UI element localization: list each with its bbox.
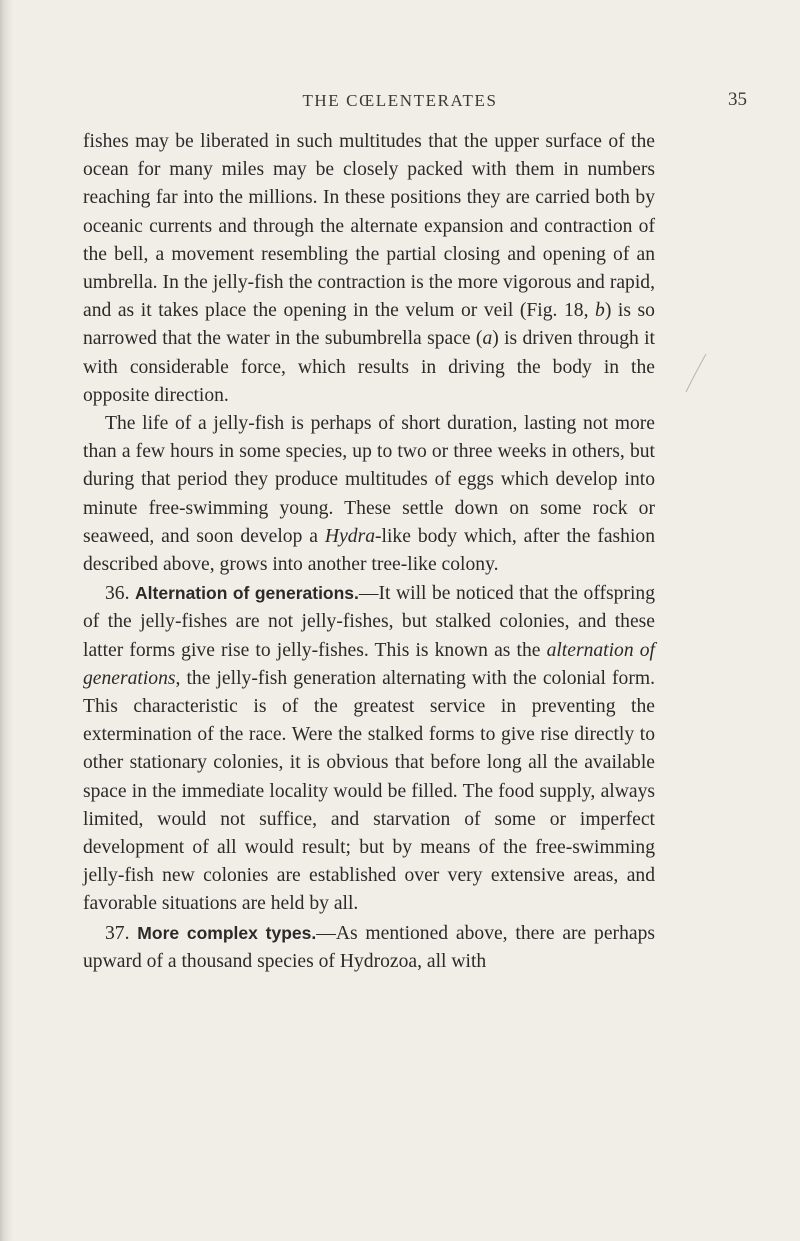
section-heading: Alternation of generations. — [135, 583, 359, 604]
paragraph — [83, 579, 655, 918]
text-run: —It will be noticed that the offspring of the jelly-fishes are not jelly-fishes, but stalked colonies, and these latter forms give rise to jelly-fishes. This is known as the — [83, 583, 655, 661]
italic-term: b — [595, 300, 605, 322]
text-run: -like body which, after the fashion described above, grows into another tree-like colony. — [83, 525, 656, 576]
body-text — [83, 128, 655, 976]
italic-term: Hydra — [324, 525, 375, 547]
text-run: ) is driven through it with considerable force, which results in driving the body in the opposite direction. — [83, 328, 655, 406]
paragraph — [83, 410, 655, 579]
italic-term: alternation of generations — [83, 639, 655, 689]
text-run: —As mentioned above, there are perhaps upward of a thousand species of Hydrozoa, all with — [83, 922, 655, 972]
text-run: 36. — [105, 583, 136, 605]
italic-term: a — [482, 328, 493, 350]
text-run: 37. — [105, 922, 138, 944]
paragraph — [83, 919, 655, 976]
margin-pencil-mark — [680, 350, 710, 395]
page-header — [0, 0, 800, 130]
running-title: THE CŒLENTERATES — [302, 91, 498, 110]
page-number: 35 — [728, 89, 747, 110]
text-run: fishes may be liberated in such multitudes that the upper surface of the ocean for many miles may be closely packed with them in numbers reaching far into the millions. In these positions they are carried both by oceanic currents and through the alternate expansion and contraction of the bell, a movement resembling the partial closing and opening of an umbrella. In the jelly-fish the contraction is the more vigorous and rapid, and as it takes place the opening in the velum or veil (Fig. 18, — [83, 131, 655, 322]
text-run: The life of a jelly-fish is perhaps of short duration, lasting not more than a few hours in some species, up to two or three weeks in others, but during that period they produce multitudes of eggs which develop into minute free-swimming young. These settle down on some rock or seaweed, and soon develop a — [83, 413, 655, 547]
text-run: ) is so narrowed that the water in the subumbrella space ( — [83, 300, 655, 350]
text-run: , the jelly-fish generation alternating with the colonial form. This characteristic is of the greatest service in preventing the extermination of the race. Were the stalked forms to give rise directly to other stationary colonies, it is obvious that before long all the available space in the immediate locality would be filled. The food supply, always limited, would not suffice, and starvation of some or imperfect development of all would result; but by means of the free-swimming jelly-fish new colonies are established over very extensive areas, and favorable situations are held by all. — [83, 667, 655, 915]
page-gutter-shadow — [0, 0, 14, 1241]
section-heading: More complex types. — [137, 922, 317, 943]
paragraph — [83, 128, 655, 410]
